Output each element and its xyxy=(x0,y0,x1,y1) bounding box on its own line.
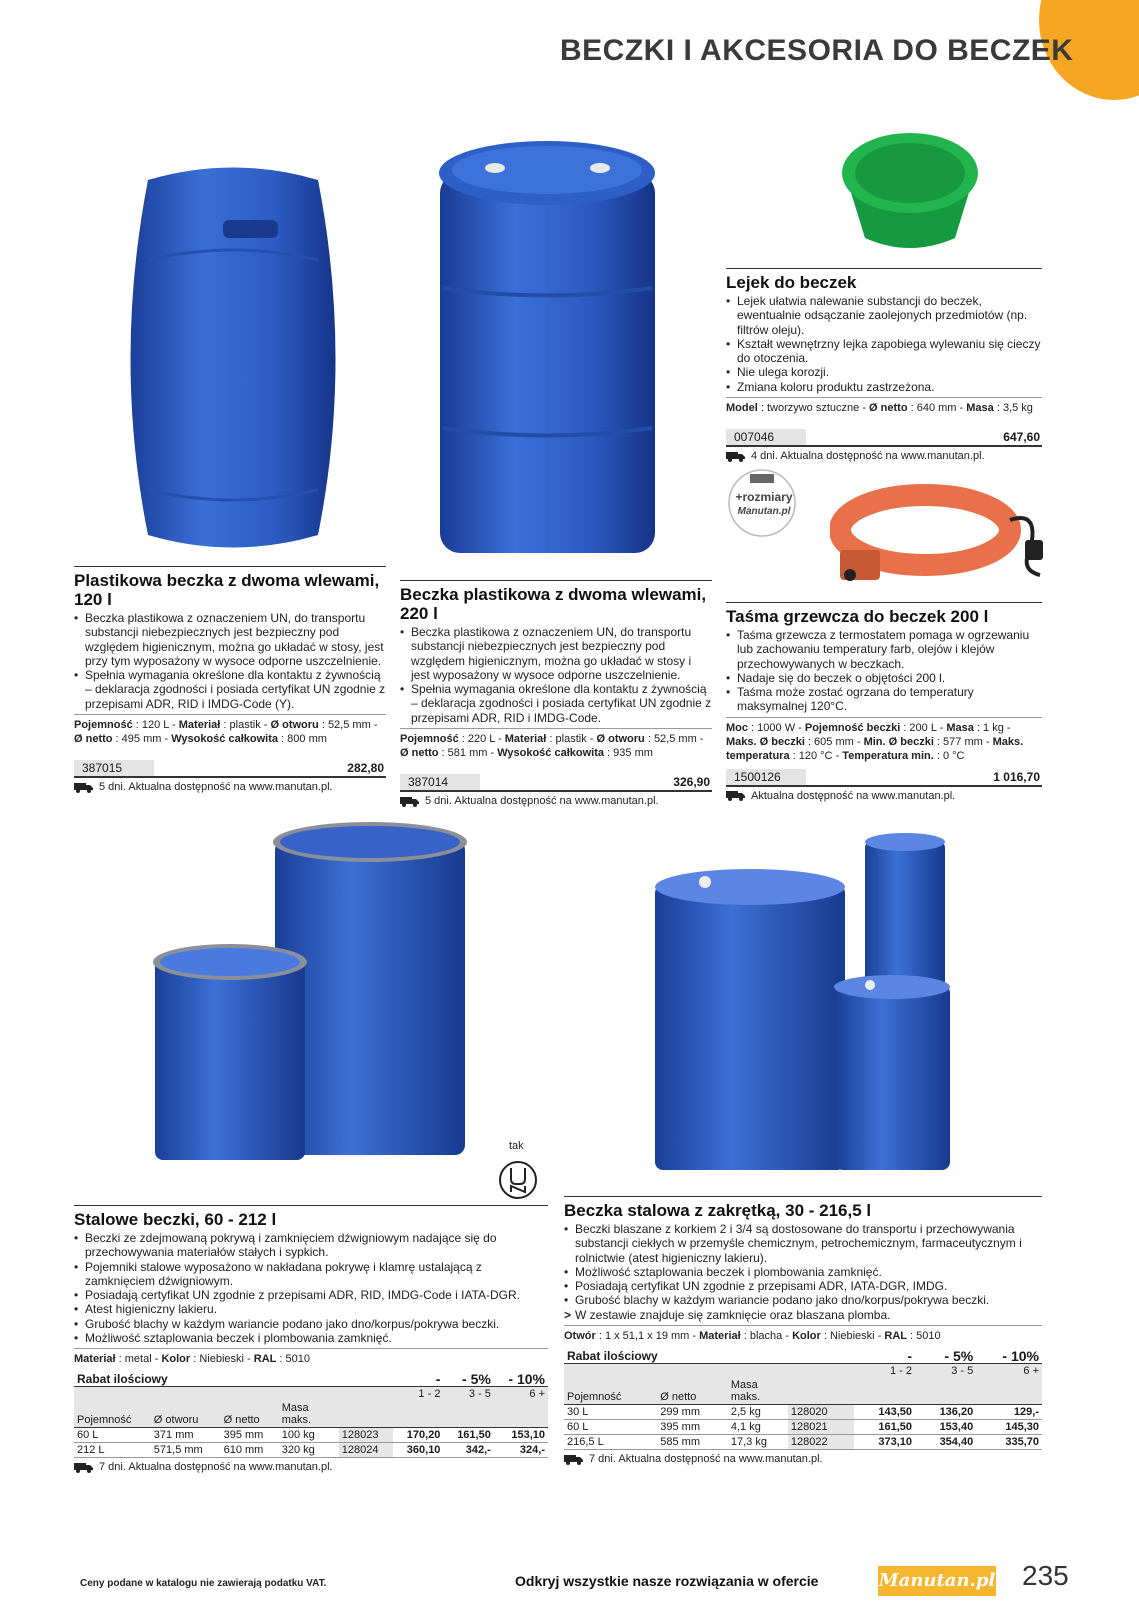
table-row: 60 L 395 mm 4,1 kg 128021 161,50 153,40 145,30 xyxy=(564,1420,1042,1435)
truck-icon xyxy=(74,782,94,793)
truck-icon xyxy=(726,451,746,462)
bullet: • Taśma może zostać ogrzana do temperatury maksymalnej 120°C. xyxy=(726,685,1042,714)
product-bullets xyxy=(400,625,712,725)
discount: - 10% xyxy=(494,1372,548,1387)
product-bullets xyxy=(726,628,1042,714)
truck-icon xyxy=(726,790,746,801)
qty: 6 + xyxy=(529,1388,545,1401)
table-row: 30 L 299 mm 2,5 kg 128020 143,50 136,20 129,- xyxy=(564,1405,1042,1420)
qty-row xyxy=(564,1364,1042,1379)
price: 354,40 xyxy=(915,1435,976,1450)
bullet: • Pojemniki stalowe wyposażono w nakładana pokrywę i klamrę ustalającą z zamknięciem dźwigniowym. xyxy=(74,1260,548,1289)
product-code: 1500126 xyxy=(726,769,806,785)
price: 342,- xyxy=(443,1443,493,1458)
bullet: • Beczka plastikowa z oznaczeniem UN, do transportu substancji niebezpiecznych jest bezpieczny pod względem higienicznym, można go układać w stosy, jest przy tym wyposażony w wysoce odporne uszczelnienie. xyxy=(74,611,386,668)
column-header: Masa maks. xyxy=(728,1378,788,1405)
bullet: • Beczki ze zdejmowaną pokrywą i zamknięciem dźwigniowym nadające się do przechowywania materiałów stałych i sypkich. xyxy=(74,1231,548,1260)
page-number: 235 xyxy=(1022,1560,1069,1591)
bullet: • Kształt wewnętrzny lejka zapobiega wylewaniu się cieczy do otoczenia. xyxy=(726,337,1042,366)
funnel-image xyxy=(835,128,985,258)
table-row: 60 L 371 mm 395 mm 100 kg 128023 170,20 161,50 153,10 xyxy=(74,1428,548,1443)
qty: 1 - 2 xyxy=(890,1365,913,1378)
bullet: • Posiadają certyfikat UN zgodnie z przepisami ADR, IATA-DGR, IMDG. xyxy=(564,1279,1042,1293)
bullet: • Możliwość sztaplowania beczek i plombowania zamknięć. xyxy=(74,1331,548,1345)
plastic-barrel-120-image xyxy=(118,160,348,555)
bullet: • Beczki blaszane z korkiem 2 i 3/4 są dostosowane do transportu i przechowywania substancji ciekłych w przemyśle chemicznym, petrochemicznym, farmaceutycznym i rolnictwie (atest higieniczny lakieru). xyxy=(564,1222,1042,1265)
bullet: • Posiadają certyfikat UN zgodnie z przepisami ADR, RID, IMDG-Code i IATA-DGR. xyxy=(74,1288,548,1302)
product-lejek xyxy=(726,268,1042,463)
product-code: 128022 xyxy=(788,1435,854,1450)
price: 335,70 xyxy=(976,1435,1042,1450)
rozmiary-label: +rozmiary xyxy=(735,490,793,504)
product-bullets xyxy=(74,1231,548,1345)
product-bullets xyxy=(726,294,1042,394)
discount: - xyxy=(393,1372,443,1387)
bullet: • Lejek ułatwia nalewanie substancji do beczek, ewentualnie odsączanie zaolejonych przedmiotów (np. filtrów oleju). xyxy=(726,294,1042,337)
column-header-row xyxy=(564,1378,1042,1405)
rozmiary-badge xyxy=(725,468,800,538)
rozmiary-logo: Manutan.pl xyxy=(737,506,791,517)
bullet: • Taśma grzewcza z termostatem pomaga w ogrzewaniu lub zachowaniu temperatury farb, olejów i klejów przechowywanych w beczkach. xyxy=(726,628,1042,671)
product-title: Beczka plastikowa z dwoma wlewami, 220 l xyxy=(400,585,707,623)
product-specs: Moc : 1000 W - Pojemność beczki : 200 L - Masa : 1 kg - Maks. Ø beczki : 605 mm - Min. Ø beczki : 577 mm - Maks. temperatura : 120 °C - Temperatura min. : 0 °C xyxy=(726,717,1042,763)
product-price: 647,60 xyxy=(1003,430,1040,445)
price: 136,20 xyxy=(915,1405,976,1420)
divider xyxy=(726,602,1042,603)
product-barrel-120 xyxy=(74,566,386,794)
price: 143,50 xyxy=(854,1405,915,1420)
product-code: 128021 xyxy=(788,1420,854,1435)
qty: 6 + xyxy=(1023,1365,1039,1378)
truck-icon xyxy=(564,1454,584,1465)
product-price: 326,90 xyxy=(673,775,710,790)
order-row xyxy=(400,774,712,792)
product-barrel-220 xyxy=(400,580,712,808)
product-title: Taśma grzewcza do beczek 200 l xyxy=(726,607,989,626)
column-header-row xyxy=(74,1401,548,1428)
delivery-info: Aktualna dostępność na www.manutan.pl. xyxy=(726,789,1042,803)
tak-label: tak xyxy=(509,1140,524,1152)
bullet: • Nie ulega korozji. xyxy=(726,365,1042,379)
bullet: • Beczka plastikowa z oznaczeniem UN, do transportu substancji niebezpiecznych jest bezpieczny pod względem higienicznym, można go układać w stosy i jest wyposażony w wysoce odporne uszczelnienie. xyxy=(400,625,712,682)
steel-barrels-image xyxy=(140,820,485,1165)
product-bullets xyxy=(564,1222,1042,1322)
product-title: Stalowe beczki, 60 - 212 l xyxy=(74,1210,277,1229)
qty: 3 - 5 xyxy=(468,1388,491,1401)
bullet: • Nadaje się do beczek o objętości 200 l. xyxy=(726,671,1042,685)
rabat-row xyxy=(564,1349,1042,1364)
discount: - 10% xyxy=(976,1349,1042,1364)
delivery-info: 7 dni. Aktualna dostępność na www.manutan.pl. xyxy=(74,1460,548,1474)
price: 153,10 xyxy=(494,1428,548,1443)
rabat-row xyxy=(74,1372,548,1387)
product-specs: Otwór : 1 x 51,1 x 19 mm - Materiał : blacha - Kolor : Niebieski - RAL : 5010 xyxy=(564,1325,1042,1343)
bullet: • Atest higieniczny lakieru. xyxy=(74,1302,548,1316)
product-code: 128020 xyxy=(788,1405,854,1420)
price: 324,- xyxy=(494,1443,548,1458)
rabat-label: Rabat ilościowy xyxy=(564,1349,854,1364)
qty-row xyxy=(74,1387,548,1402)
footer-cta: Odkryj wszystkie nasze rozwiązania w ofercie xyxy=(515,1573,819,1589)
delivery-info: 7 dni. Aktualna dostępność na www.manutan.pl. xyxy=(564,1452,1042,1466)
column-header: Ø netto xyxy=(221,1401,279,1428)
divider xyxy=(564,1196,1042,1197)
column-header: Masa maks. xyxy=(279,1401,339,1428)
price: 129,- xyxy=(976,1405,1042,1420)
divider xyxy=(726,268,1042,269)
bullet: • Grubość blachy w każdym wariancie podano jako dno/korpus/pokrywa beczki. xyxy=(564,1293,1042,1307)
price: 360,10 xyxy=(393,1443,443,1458)
order-row xyxy=(726,769,1042,787)
product-title: Plastikowa beczka z dwoma wlewami, 120 l xyxy=(74,571,380,609)
page-title: BECZKI I AKCESORIA DO BECZEK xyxy=(560,34,1074,67)
bullet: • Możliwość sztaplowania beczek i plombowania zamknięć. xyxy=(564,1265,1042,1279)
delivery-info: 5 dni. Aktualna dostępność na www.manutan.pl. xyxy=(74,780,386,794)
product-price: 1 016,70 xyxy=(993,769,1040,784)
order-row xyxy=(74,760,386,778)
product-steel-barrels xyxy=(74,1205,548,1474)
product-specs: Pojemność : 120 L - Materiał : plastik - Ø otworu : 52,5 mm - Ø netto : 495 mm - Wysokość całkowita : 800 mm xyxy=(74,714,386,746)
product-code: 128024 xyxy=(339,1443,393,1458)
product-bullets xyxy=(74,611,386,711)
product-code: 387015 xyxy=(74,760,154,776)
delivery-info: 4 dni. Aktualna dostępność na www.manutan.pl. xyxy=(726,449,1042,463)
price: 145,30 xyxy=(976,1420,1042,1435)
bullet: • Spełnia wymagania określone dla kontaktu z żywnością – deklaracja zgodności i posiada certyfikat UN zgodnie z przepisami ADR, RID i IMDG-Code (Y). xyxy=(74,668,386,711)
product-specs: Materiał : metal - Kolor : Niebieski - RAL : 5010 xyxy=(74,1348,548,1366)
qty: 3 - 5 xyxy=(951,1365,974,1378)
delivery-info: 5 dni. Aktualna dostępność na www.manutan.pl. xyxy=(400,794,712,808)
heating-band-image xyxy=(830,480,1050,600)
product-heating-band xyxy=(726,602,1042,803)
column-header: Ø netto xyxy=(657,1378,728,1405)
product-code: 128023 xyxy=(339,1428,393,1443)
truck-icon xyxy=(400,796,420,807)
price: 170,20 xyxy=(393,1428,443,1443)
bullet: • Spełnia wymagania określone dla kontaktu z żywnością – deklaracja zgodności i posiada certyfikat UN zgodnie z przepisami ADR, RID i IMDG-Code. xyxy=(400,682,712,725)
product-specs: Pojemność : 220 L - Materiał : plastik - Ø otworu : 52,5 mm - Ø netto : 581 mm - Wysokość całkowita : 935 mm xyxy=(400,728,712,760)
table-row: 212 L 571,5 mm 610 mm 320 kg 128024 360,10 342,- 324,- xyxy=(74,1443,548,1458)
price-table xyxy=(564,1349,1042,1450)
rabat-label: Rabat ilościowy xyxy=(74,1372,393,1387)
product-code: 387014 xyxy=(400,774,480,790)
table-row: 216,5 L 585 mm 17,3 kg 128022 373,10 354,40 335,70 xyxy=(564,1435,1042,1450)
product-specs: Model : tworzywo sztuczne - Ø netto : 640 mm - Masa : 3,5 kg xyxy=(726,397,1042,415)
product-steel-screwcap xyxy=(564,1196,1042,1466)
divider xyxy=(74,1205,548,1206)
product-title: Beczka stalowa z zakrętką, 30 - 216,5 l xyxy=(564,1201,872,1220)
plastic-barrel-220-image xyxy=(435,138,660,558)
discount: - 5% xyxy=(443,1372,493,1387)
divider xyxy=(400,580,712,581)
steel-barrels-screwcap-image xyxy=(655,830,960,1175)
note: > W zestawie znajduje się zamknięcie oraz blaszana plomba. xyxy=(564,1308,1042,1322)
bullet: • Zmiana koloru produktu zastrzeżona. xyxy=(726,380,1042,394)
divider xyxy=(74,566,386,567)
product-code: 007046 xyxy=(726,429,806,445)
price: 161,50 xyxy=(854,1420,915,1435)
product-title: Lejek do beczek xyxy=(726,273,857,292)
manutan-logo: Manutan.pl xyxy=(878,1566,996,1596)
bullet: • Grubość blachy w każdym wariancie podano jako dno/korpus/pokrywa beczki. xyxy=(74,1317,548,1331)
vat-note: Ceny podane w katalogu nie zawierają podatku VAT. xyxy=(80,1578,327,1589)
un-certified-icon xyxy=(498,1160,538,1200)
price: 161,50 xyxy=(443,1428,493,1443)
price-table xyxy=(74,1372,548,1458)
column-header: Pojemność xyxy=(74,1401,151,1428)
column-header: Ø otworu xyxy=(151,1401,221,1428)
order-row xyxy=(726,429,1042,447)
product-price: 282,80 xyxy=(347,761,384,776)
truck-icon xyxy=(74,1462,94,1473)
column-header: Pojemność xyxy=(564,1378,657,1405)
price: 373,10 xyxy=(854,1435,915,1450)
discount: - xyxy=(854,1349,915,1364)
discount: - 5% xyxy=(915,1349,976,1364)
price: 153,40 xyxy=(915,1420,976,1435)
qty: 1 - 2 xyxy=(418,1388,441,1401)
